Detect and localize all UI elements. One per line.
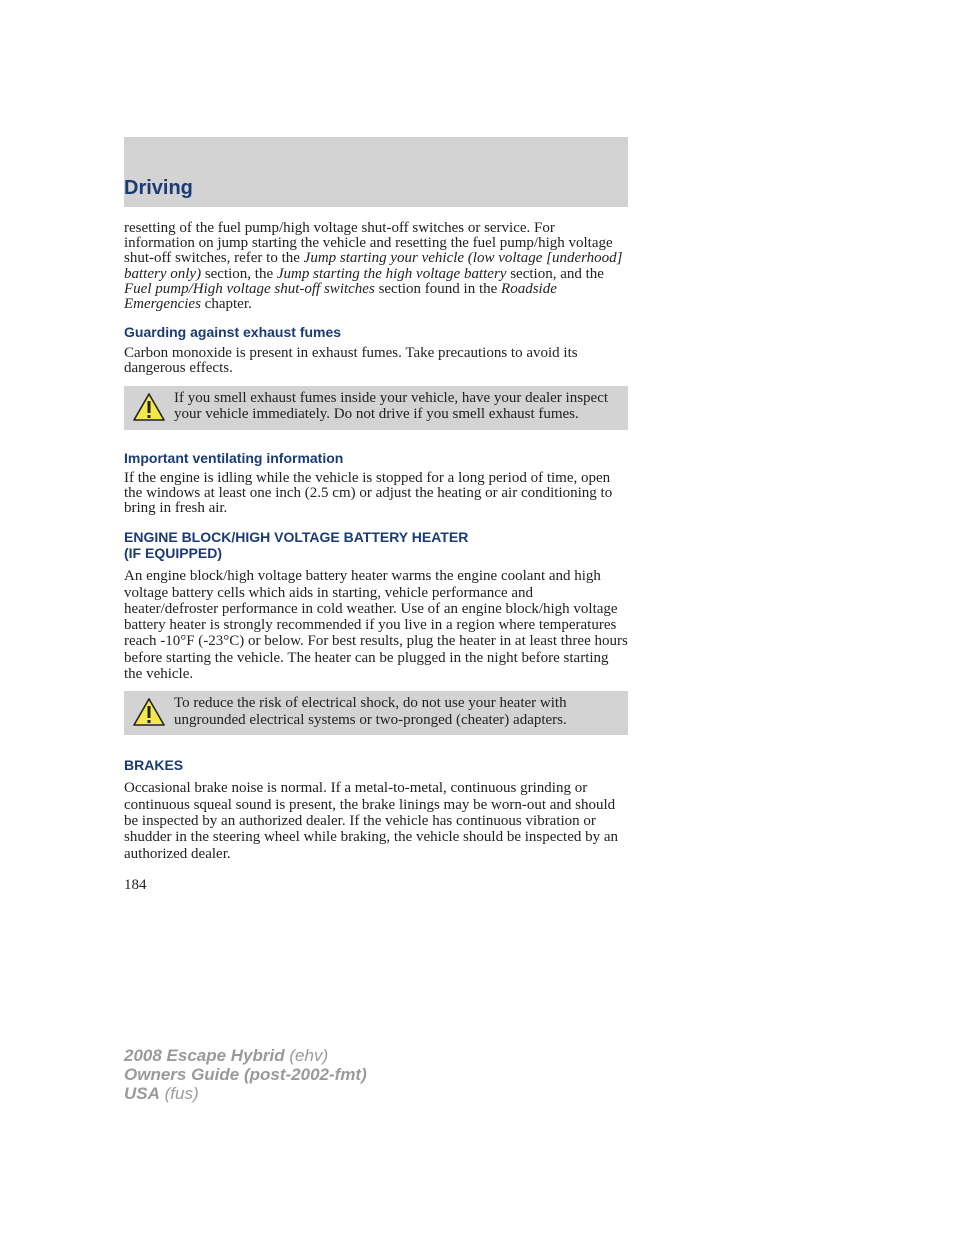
intro-text-3: section, and the <box>506 265 604 282</box>
footer-line-2 <box>124 1065 367 1084</box>
page-number: 184 <box>124 876 147 893</box>
footer-guide: Owners Guide (post-2002-fmt) <box>124 1065 367 1084</box>
footer-market-code: (fus) <box>159 1084 199 1103</box>
section-title: Driving <box>124 177 193 199</box>
intro-text-5: chapter. <box>200 296 252 313</box>
intro-ref-fuel-pump: Fuel pump/High voltage shut-off switches <box>124 280 375 297</box>
footer-line-1 <box>124 1046 367 1065</box>
heater-heading-line-2: (IF EQUIPPED) <box>124 545 223 562</box>
intro-ref-jump-low: Jump starting your vehicle (low voltage [underhood] battery only) <box>124 250 623 282</box>
exhaust-body: Carbon monoxide is present in exhaust fumes. Take precautions to avoid its dangerous effects. <box>124 345 578 377</box>
footer-model-code: (ehv) <box>284 1046 329 1065</box>
intro-text-4: section found in the <box>374 280 502 297</box>
warning-triangle-icon <box>132 697 166 727</box>
footer-market: USA <box>124 1084 160 1103</box>
exhaust-warning-box <box>124 386 628 430</box>
section-header-bar <box>124 137 628 207</box>
heater-warning-text: To reduce the risk of electrical shock, do not use your heater with ungrounded electrical systems or two-pronged (cheater) adapters. <box>174 695 567 728</box>
exhaust-heading: Guarding against exhaust fumes <box>124 324 342 341</box>
exhaust-warning-text: If you smell exhaust fumes inside your vehicle, have your dealer inspect your vehicle immediately. Do not drive if you smell exhaust fumes. <box>174 389 609 423</box>
document-footer <box>124 1046 367 1103</box>
heater-heading <box>124 529 628 561</box>
ventilating-heading: Important ventilating information <box>124 449 344 466</box>
footer-line-3 <box>124 1084 367 1103</box>
brakes-heading: BRAKES <box>124 757 184 774</box>
heater-body: An engine block/high voltage battery heater warms the engine coolant and high voltage battery cells which aids in starting, vehicle performance and heater/defroster performance in cold weather. Use of an engine block/high voltage battery heater is strongly recommended if you live in a region where temperatures reach -10°F (-23°C) or below. For best results, plug the heater in at least three hours before starting the vehicle. The heater can be plugged in the night before starting the vehicle. <box>124 568 628 683</box>
footer-model: 2008 Escape Hybrid <box>124 1046 285 1065</box>
page-content <box>124 221 628 893</box>
intro-ref-jump-high: Jump starting the high voltage battery <box>276 265 507 282</box>
brakes-body: Occasional brake noise is normal. If a metal-to-metal, continuous grinding or continuous squeal sound is present, the brake linings may be worn-out and should be inspected by an authorized dealer. If the vehicle has continuous vibration or shudder in the steering wheel while braking, the vehicle should be inspected by an authorized dealer. <box>124 780 619 862</box>
intro-paragraph <box>124 221 628 312</box>
ventilating-body: If the engine is idling while the vehicle is stopped for a long period of time, open the windows at least one inch (2.5 cm) or adjust the heating or air conditioning to bring in fresh air. <box>124 469 613 517</box>
intro-text-2: section, the <box>201 265 277 282</box>
intro-ref-roadside: Roadside Emergencies <box>124 280 557 313</box>
heater-warning-box <box>124 691 628 735</box>
warning-triangle-icon <box>132 392 166 422</box>
intro-text-1: resetting of the fuel pump/high voltage shut-off switches or service. For information on jump starting the vehicle and resetting the fuel pump/high voltage shut-off switches, refer to the <box>124 220 613 267</box>
heater-heading-line-1: ENGINE BLOCK/HIGH VOLTAGE BATTERY HEATER <box>124 529 469 546</box>
